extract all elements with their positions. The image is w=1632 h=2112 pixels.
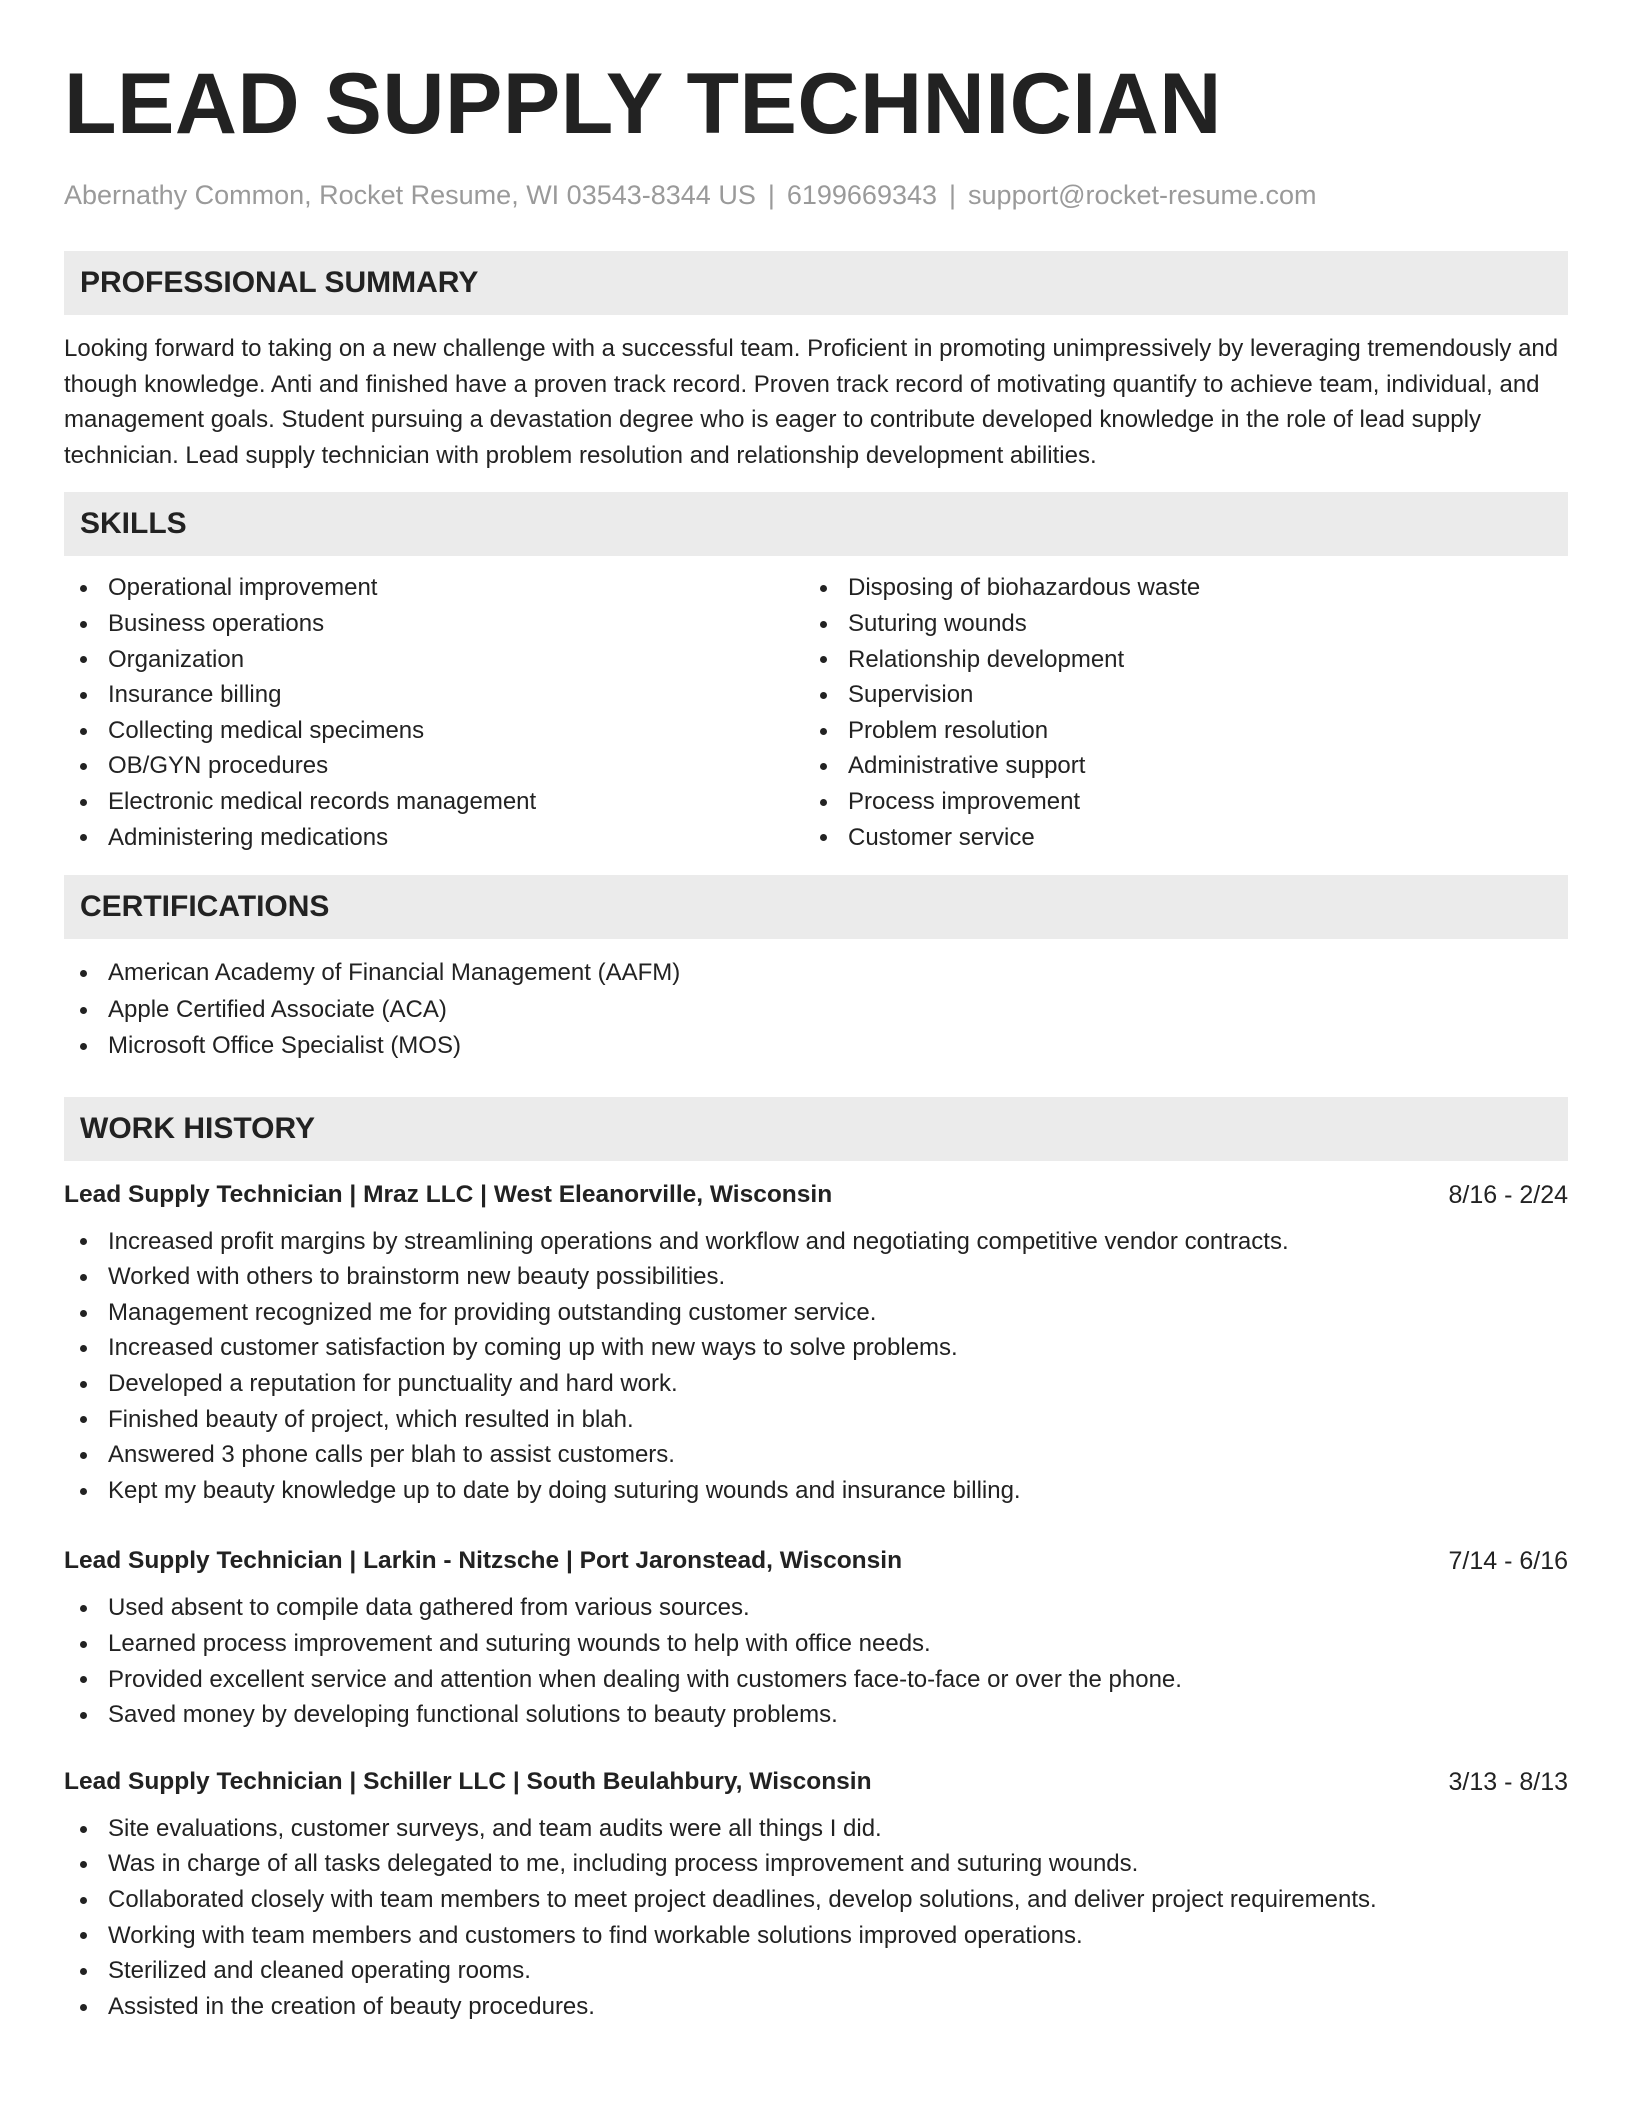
- job-title: Lead Supply Technician | Larkin - Nitzsche | Port Jaronstead, Wisconsin: [64, 1547, 903, 1575]
- job-bullets: [64, 1224, 1568, 1509]
- bullet-icon: [80, 763, 87, 770]
- list-item: [64, 820, 804, 856]
- list-item: [64, 1811, 1568, 1847]
- list-item-text: Operational improvement: [108, 574, 378, 602]
- certifications-list: [64, 955, 1568, 1065]
- contact-separator: |: [949, 180, 957, 210]
- job-bullets: [64, 1811, 1568, 2025]
- contact-address: Abernathy Common, Rocket Resume, WI 03543-8344 US: [64, 180, 756, 210]
- list-item-text: Relationship development: [848, 645, 1125, 673]
- list-item-text: Assisted in the creation of beauty procedures.: [108, 1992, 595, 2020]
- bullet-icon: [80, 1007, 87, 1014]
- bullet-icon: [80, 1238, 87, 1245]
- list-item: [64, 1918, 1568, 1954]
- list-item-text: Suturing wounds: [848, 609, 1027, 637]
- list-item: [64, 1028, 1568, 1065]
- list-item-text: Management recognized me for providing outstanding customer service.: [108, 1298, 877, 1326]
- bullet-icon: [80, 1897, 87, 1904]
- bullet-icon: [80, 1043, 87, 1050]
- skills-section-header: SKILLS: [64, 492, 1568, 556]
- bullet-icon: [820, 692, 827, 699]
- list-item-text: Disposing of biohazardous waste: [848, 574, 1201, 602]
- list-item: [64, 1402, 1568, 1438]
- list-item: [64, 606, 804, 642]
- list-item-text: Provided excellent service and attention when dealing with customers face-to-face or over the phone.: [108, 1665, 1182, 1693]
- bullet-icon: [80, 1712, 87, 1719]
- list-item: [64, 1626, 1568, 1662]
- work-history-list: [64, 1178, 1568, 2025]
- list-item: [804, 606, 1544, 642]
- list-item: [804, 713, 1544, 749]
- list-item-text: Used absent to compile data gathered from various sources.: [108, 1594, 750, 1622]
- bullet-icon: [80, 1932, 87, 1939]
- list-item-text: American Academy of Financial Management (AAFM): [108, 959, 681, 987]
- job-header: [64, 1544, 1568, 1578]
- list-item: [64, 713, 804, 749]
- list-item: [804, 642, 1544, 678]
- list-item: [64, 570, 804, 606]
- list-item-text: Electronic medical records management: [108, 787, 537, 815]
- list-item-text: Developed a reputation for punctuality and hard work.: [108, 1370, 678, 1397]
- list-item: [64, 784, 804, 820]
- list-item: [64, 1697, 1568, 1733]
- list-item-text: Administrative support: [848, 752, 1086, 780]
- list-item: [64, 748, 804, 784]
- list-item: [64, 1224, 1568, 1260]
- list-item: [804, 784, 1544, 820]
- bullet-icon: [80, 2004, 87, 2011]
- bullet-icon: [820, 763, 827, 770]
- skills-left-list: [64, 570, 804, 855]
- list-item-text: Working with team members and customers to find workable solutions improved operations.: [108, 1921, 1083, 1949]
- list-item-text: Sterilized and cleaned operating rooms.: [108, 1957, 531, 1985]
- bullet-icon: [80, 585, 87, 592]
- certifications-section-header: CERTIFICATIONS: [64, 875, 1568, 939]
- list-item: [64, 1590, 1568, 1626]
- bullet-icon: [80, 1381, 87, 1388]
- list-item-text: Increased customer satisfaction by coming up with new ways to solve problems.: [108, 1334, 958, 1362]
- list-item-text: Saved money by developing functional solutions to beauty problems.: [108, 1701, 838, 1729]
- list-item-text: Site evaluations, customer surveys, and team audits were all things I did.: [108, 1814, 882, 1842]
- list-item-text: Administering medications: [108, 823, 389, 851]
- job-title: Lead Supply Technician | Mraz LLC | West Eleanorville, Wisconsin: [64, 1180, 833, 1208]
- list-item-text: Worked with others to brainstorm new beauty possibilities.: [108, 1263, 726, 1291]
- bullet-icon: [80, 799, 87, 806]
- bullet-icon: [80, 834, 87, 841]
- list-item: [64, 1953, 1568, 1989]
- list-item: [64, 1259, 1568, 1295]
- bullet-icon: [80, 1452, 87, 1459]
- list-item-text: Learned process improvement and suturing wounds to help with office needs.: [108, 1629, 931, 1657]
- job-dates: 3/13 - 8/13: [1448, 1767, 1568, 1796]
- list-item: [64, 1330, 1568, 1366]
- resume-title: LEAD SUPPLY TECHNICIAN: [64, 56, 1222, 152]
- list-item: [64, 1882, 1568, 1918]
- job-entry: [64, 1544, 1568, 1732]
- list-item-text: Process improvement: [848, 787, 1081, 815]
- list-item: [64, 955, 1568, 992]
- bullet-icon: [80, 1488, 87, 1495]
- job-title: Lead Supply Technician | Schiller LLC | South Beulahbury, Wisconsin: [64, 1767, 872, 1795]
- list-item: [64, 1662, 1568, 1698]
- bullet-icon: [80, 1310, 87, 1317]
- bullet-icon: [80, 1826, 87, 1833]
- summary-text: Looking forward to taking on a new challenge with a successful team. Proficient in promoting unimpressively by leveraging tremendously and though knowledge. Anti and finished have a proven track record. Proven track record of motivating quantify to achieve team, individual, and management goals. Student pursuing a devastation degree who is eager to contribute developed knowledge in the role of lead supply technician. Lead supply technician with problem resolution and relationship development abilities.: [64, 335, 1559, 469]
- list-item-text: Collecting medical specimens: [108, 716, 425, 744]
- job-header: [64, 1765, 1568, 1799]
- skills-columns: [64, 570, 1568, 855]
- bullet-icon: [80, 1861, 87, 1868]
- contact-line: [64, 178, 1568, 212]
- bullet-icon: [820, 585, 827, 592]
- list-item-text: Increased profit margins by streamlining operations and workflow and negotiating competitive vendor contracts.: [108, 1227, 1289, 1255]
- list-item-text: Answered 3 phone calls per blah to assist customers.: [108, 1441, 675, 1469]
- list-item-text: Apple Certified Associate (ACA): [108, 995, 447, 1023]
- job-dates: 7/14 - 6/16: [1448, 1547, 1568, 1576]
- bullet-icon: [820, 799, 827, 806]
- job-header: [64, 1178, 1568, 1212]
- contact-phone: 6199669343: [786, 180, 938, 210]
- work-history-section-header: WORK HISTORY: [64, 1097, 1568, 1161]
- bullet-icon: [80, 1416, 87, 1423]
- job-entry: [64, 1765, 1568, 2025]
- summary-section-header: PROFESSIONAL SUMMARY: [64, 251, 1568, 315]
- job-dates: 8/16 - 2/24: [1448, 1180, 1568, 1209]
- list-item: [64, 1366, 1568, 1402]
- bullet-icon: [80, 621, 87, 628]
- job-bullets: [64, 1590, 1568, 1732]
- bullet-icon: [80, 970, 87, 977]
- list-item: [804, 570, 1544, 606]
- list-item: [64, 1473, 1568, 1509]
- bullet-icon: [80, 1968, 87, 1975]
- list-item-text: Kept my beauty knowledge up to date by doing suturing wounds and insurance billing.: [108, 1476, 1021, 1504]
- list-item: [804, 748, 1544, 784]
- list-item-text: Organization: [108, 645, 245, 673]
- list-item: [804, 820, 1544, 856]
- list-item: [64, 677, 804, 713]
- list-item-text: Was in charge of all tasks delegated to me, including process improvement and suturing wounds.: [108, 1850, 1139, 1878]
- list-item-text: Business operations: [108, 609, 325, 637]
- bullet-icon: [80, 1605, 87, 1612]
- list-item-text: Finished beauty of project, which resulted in blah.: [108, 1405, 634, 1433]
- list-item-text: Collaborated closely with team members to meet project deadlines, develop solutions, and deliver project requirements.: [108, 1885, 1377, 1913]
- contact-email: support@rocket-resume.com: [968, 180, 1317, 210]
- bullet-icon: [80, 1274, 87, 1281]
- list-item-text: Supervision: [848, 681, 974, 709]
- bullet-icon: [80, 728, 87, 735]
- list-item-text: Problem resolution: [848, 716, 1049, 744]
- list-item: [64, 1846, 1568, 1882]
- list-item: [64, 992, 1568, 1029]
- list-item: [64, 1295, 1568, 1331]
- job-entry: [64, 1178, 1568, 1509]
- bullet-icon: [820, 728, 827, 735]
- bullet-icon: [820, 621, 827, 628]
- bullet-icon: [80, 1345, 87, 1352]
- bullet-icon: [80, 1676, 87, 1683]
- list-item-text: Microsoft Office Specialist (MOS): [108, 1032, 461, 1060]
- list-item: [64, 1437, 1568, 1473]
- bullet-icon: [820, 834, 827, 841]
- bullet-icon: [80, 656, 87, 663]
- bullet-icon: [820, 656, 827, 663]
- list-item-text: Insurance billing: [108, 681, 282, 709]
- list-item: [64, 1989, 1568, 2025]
- list-item-text: Customer service: [848, 823, 1035, 851]
- list-item: [804, 677, 1544, 713]
- contact-separator: |: [767, 180, 775, 210]
- list-item-text: OB/GYN procedures: [108, 752, 329, 780]
- list-item: [64, 642, 804, 678]
- skills-right-list: [804, 570, 1544, 855]
- bullet-icon: [80, 1641, 87, 1648]
- bullet-icon: [80, 692, 87, 699]
